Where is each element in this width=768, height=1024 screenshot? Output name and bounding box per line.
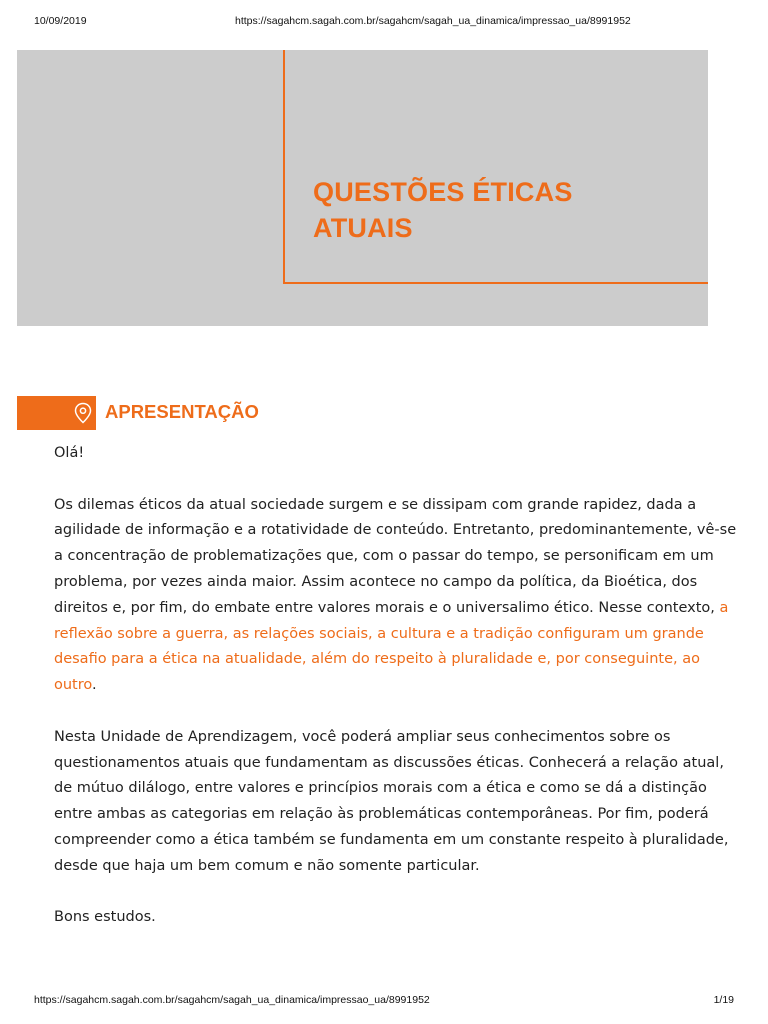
paragraph-intro-text: Os dilemas éticos da atual sociedade surgem e se dissipam com grande rapidez, dada a agilidade de informação e a rotatividade de conteúdo. Entretanto, predominantemente, vê-se a concentração de problematizações que, com o passar do tempo, se personificam em um problema, por vezes ainda maior. Assim acontece no campo da política, da Bioética, dos direitos e, por fim, do embate entre valores morais e o universalimo ético. Nesse contexto, bbox=[54, 496, 737, 616]
page-title-line1: QUESTÕES ÉTICAS bbox=[313, 177, 573, 207]
banner-frame-vertical bbox=[283, 50, 285, 284]
paragraph-intro bbox=[54, 493, 744, 699]
print-footer-url: https://sagahcm.sagah.com.br/sagahcm/sagah_ua_dinamica/impressao_ua/8991952 bbox=[34, 994, 430, 1006]
closing-text: Bons estudos. bbox=[54, 909, 156, 926]
print-header-url: https://sagahcm.sagah.com.br/sagahcm/sagah_ua_dinamica/impressao_ua/8991952 bbox=[235, 15, 631, 27]
highlighted-text: a reflexão sobre a guerra, as relações sociais, a cultura e a tradição configuram um grande desafio para a ética na atualidade, além do respeito à pluralidade e, por conseguinte, ao outro bbox=[54, 599, 729, 694]
presentation-content bbox=[54, 441, 744, 957]
section-title: APRESENTAÇÃO bbox=[105, 401, 259, 422]
print-date: 10/09/2019 bbox=[34, 15, 87, 27]
banner-frame-horizontal bbox=[283, 282, 708, 284]
paragraph-intro-end: . bbox=[92, 677, 97, 694]
paragraph-unit: Nesta Unidade de Aprendizagem, você poderá ampliar seus conhecimentos sobre os questionamentos atuais que fundamentam as discussões éticas. Conhecerá a relação atual, de mútuo dilálogo, entre valores e princípios morais com a ética e como se dá a distinção entre ambas as categorias em relação às problemáticas contemporâneas. Por fim, poderá compreender como a ética também se fundamenta em um constante respeito à pluralidade, desde que haja um bem comum e não somente particular. bbox=[54, 728, 729, 874]
page-title-line2: ATUAIS bbox=[313, 213, 413, 243]
section-header-bar bbox=[17, 396, 96, 430]
page-number: 1/19 bbox=[713, 994, 734, 1006]
location-pin-icon bbox=[74, 402, 92, 424]
greeting: Olá! bbox=[54, 445, 85, 461]
title-banner bbox=[17, 50, 708, 326]
page-title bbox=[313, 174, 573, 246]
